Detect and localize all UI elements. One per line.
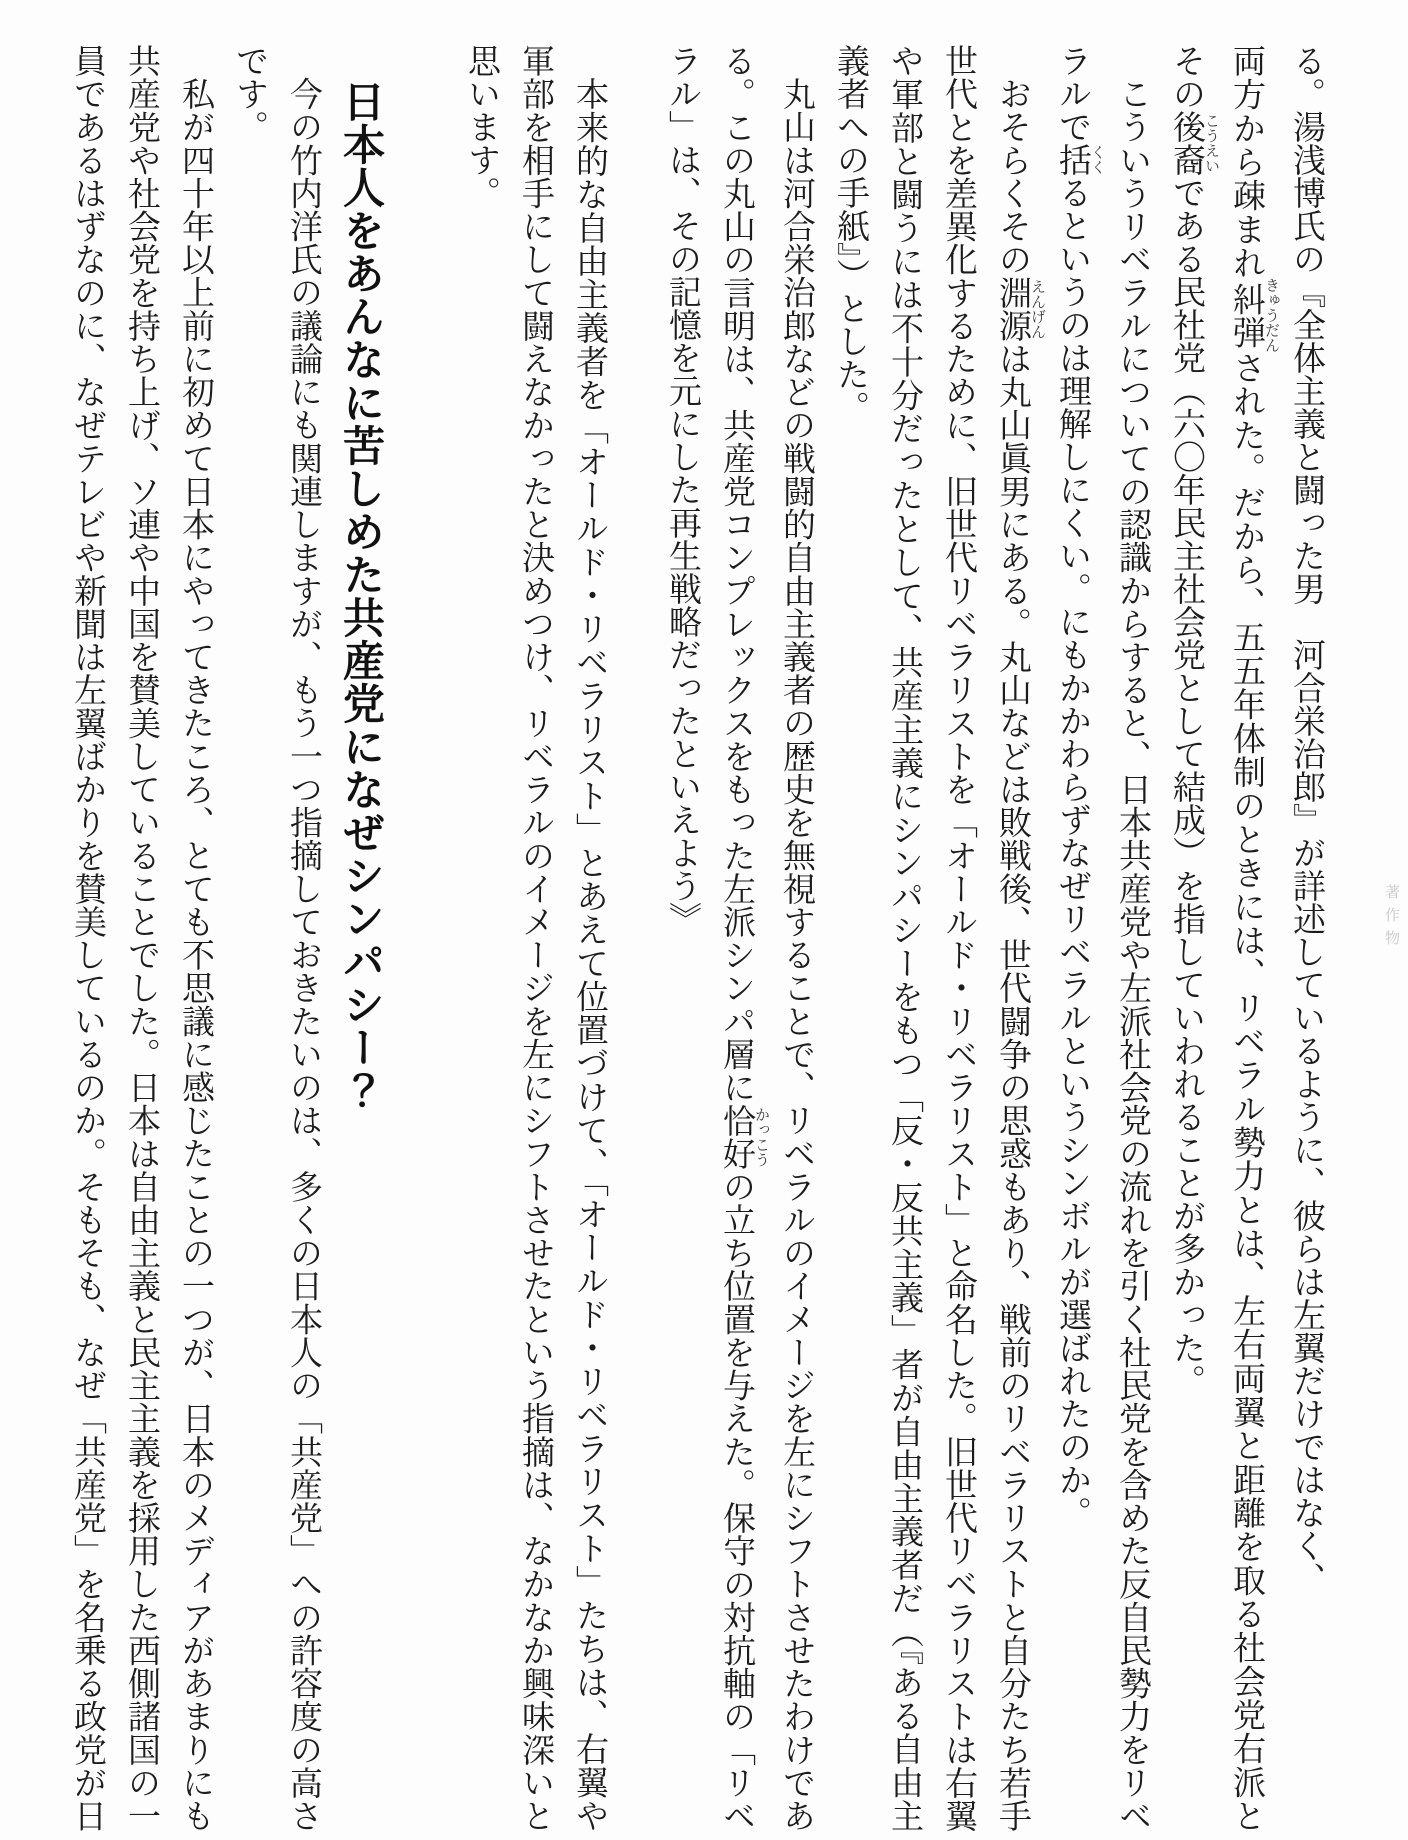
text-column: その後裔 こうえいである民社党（六〇年民主社会党として結成）を指していわれることが多かった。 bbox=[1168, 44, 1219, 1397]
text-column: 世代とを差異化するために、旧世代リベラリストを「オールド・リベラリスト」と命名した。旧世代リベラリストは右翼 bbox=[940, 44, 976, 1832]
text-column: 軍部を相手にして闘えなかったと決めつけ、リベラルのイメージを左にシフトさせたという指摘は、なかなか興味深いと bbox=[517, 44, 553, 1832]
text-column: ラルで括 くくるというのは理解しにくい。にもかかわらずなぜリベラルというシンボルが選ばれたのか。 bbox=[1054, 44, 1105, 1529]
text-column: る。湯浅博氏の『全体主義と闘った男 河合栄治郎』が詳述しているように、彼らは左翼だけではなく、 bbox=[1288, 44, 1324, 1595]
text-column: 両方から疎まれ糾弾 きゅうだんされた。だから、五五年体制のときには、リベラル勢力とは、左右両翼と距離を取る社会党右派と bbox=[1228, 44, 1279, 1833]
ruby-annotated-word: 糾弾 きゅうだん bbox=[1228, 277, 1279, 353]
text-column: る。この丸山の言明は、共産党コンプレックスをもった左派シンパ層に恰好 かっこうの立ち位置を与えた。保守の対抗軸の「リベ bbox=[718, 44, 769, 1833]
text-column: おそらくその淵源 えんげんは丸山眞男にある。丸山などは敗戦後、世代闘争の思惑もあり、戦前のリベラリストと自分たち若手 bbox=[994, 77, 1045, 1833]
text-column: 丸山は河合栄治郎などの戦闘的自由主義者の歴史を無視することで、リベラルのイメージを左にシフトさせたわけであ bbox=[778, 77, 814, 1832]
text-column: こういうリベラルについての認識からすると、日本共産党や左派社会党の流れを引く社民党を含めた反自民勢力をリベ bbox=[1114, 77, 1150, 1832]
text-column: や軍部と闘うには不十分だったとして、共産主義にシンパシーをもつ「反・反共主義」者が自由主義者だ（『ある自由主 bbox=[886, 44, 922, 1832]
author-comment-block bbox=[454, 44, 616, 1832]
ruby-annotated-word: 括 くく bbox=[1054, 143, 1105, 176]
ruby-annotated-word: 後裔 こうえい bbox=[1168, 110, 1219, 176]
text-column: ラル」は、その記憶を元にした再生戦略だったといえよう》 bbox=[664, 44, 700, 935]
text-column: 思います。 bbox=[463, 44, 499, 209]
ruby-annotated-word: 淵源 えんげん bbox=[994, 275, 1045, 342]
text-column: です。 bbox=[231, 44, 267, 143]
quote-continuation-block bbox=[664, 44, 1333, 1833]
copyright-watermark: 著作物 bbox=[1383, 884, 1400, 953]
body-paragraphs-block bbox=[60, 44, 330, 1832]
text-column: 義者への手紙』）とした。 bbox=[832, 44, 868, 424]
text-column: 私が四十年以上前に初めて日本にやってきたころ、とても不思議に感じたことの一つが、日本のメディアがあまりにも bbox=[177, 77, 213, 1832]
text-column: 共産党や社会党を持ち上げ、ソ連や中国を賛美していることでした。日本は自由主義と民主主義を採用した西側諸国の一 bbox=[123, 44, 159, 1832]
section-heading: 日本人をあんなに苦しめた共産党になぜシンパシー？ bbox=[338, 80, 385, 1112]
text-column: 今の竹内洋氏の議論にも関連しますが、もう一つ指摘しておきたいのは、多くの日本人の「共産党」への許容度の高さ bbox=[285, 77, 321, 1832]
ruby-annotated-word: 恰好 かっこう bbox=[718, 1103, 769, 1170]
text-column: 員であるはずなのに、なぜテレビや新聞は左翼ばかりを賛美しているのか。そもそも、なぜ「共産党」を名乗る政党が日 bbox=[69, 44, 105, 1832]
section-heading-block bbox=[330, 44, 392, 1832]
text-column: 本来的な自由主義者を「オールド・リベラリスト」とあえて位置づけて、「オールド・リベラリスト」たちは、右翼や bbox=[571, 77, 607, 1832]
